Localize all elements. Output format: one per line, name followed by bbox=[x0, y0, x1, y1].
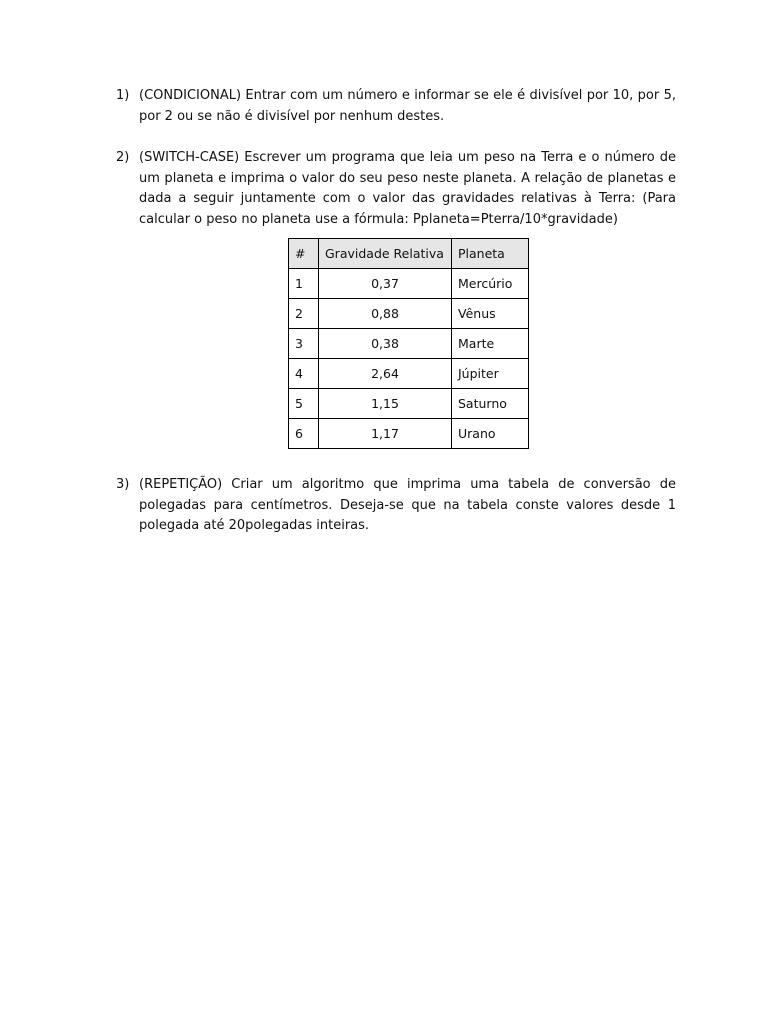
cell-gravity: 1,15 bbox=[319, 389, 452, 419]
question-text: (REPETIÇÃO) Criar um algoritmo que imprima uma tabela de conversão de polegadas para centímetros. Deseja-se que na tabela conste valores desde 1 polegada até 20polegadas inteiras. bbox=[139, 477, 676, 533]
cell-index: 3 bbox=[289, 329, 319, 359]
question-text: (CONDICIONAL) Entrar com um número e informar se ele é divisível por 10, por 5, por 2 ou se não é divisível por nenhum destes. bbox=[139, 88, 676, 124]
table-row bbox=[289, 299, 529, 329]
question-number: 2) bbox=[116, 150, 130, 165]
header-planet: Planeta bbox=[452, 239, 529, 269]
cell-index: 5 bbox=[289, 389, 319, 419]
table-row bbox=[289, 359, 529, 389]
table-row bbox=[289, 269, 529, 299]
cell-planet: Urano bbox=[452, 419, 529, 449]
question-3 bbox=[116, 475, 676, 537]
table-row bbox=[289, 389, 529, 419]
table-row bbox=[289, 419, 529, 449]
cell-index: 1 bbox=[289, 269, 319, 299]
cell-gravity: 2,64 bbox=[319, 359, 452, 389]
question-number: 3) bbox=[116, 477, 130, 492]
header-gravity: Gravidade Relativa bbox=[319, 239, 452, 269]
cell-planet: Marte bbox=[452, 329, 529, 359]
question-number: 1) bbox=[116, 88, 130, 103]
cell-gravity: 0,37 bbox=[319, 269, 452, 299]
cell-gravity: 0,88 bbox=[319, 299, 452, 329]
cell-gravity: 1,17 bbox=[319, 419, 452, 449]
cell-index: 2 bbox=[289, 299, 319, 329]
question-2 bbox=[116, 148, 676, 230]
cell-planet: Vênus bbox=[452, 299, 529, 329]
table-row bbox=[289, 329, 529, 359]
cell-index: 6 bbox=[289, 419, 319, 449]
question-text: (SWITCH-CASE) Escrever um programa que leia um peso na Terra e o número de um planeta e imprima o valor do seu peso neste planeta. A relação de planetas e dada a seguir juntamente com o valor das gravidades relativas à Terra: (Para calcular o peso no planeta use a fórmula: Pplaneta=Pterra/10*gravidade) bbox=[139, 150, 676, 227]
cell-planet: Saturno bbox=[452, 389, 529, 419]
planet-gravity-table bbox=[288, 238, 529, 449]
cell-gravity: 0,38 bbox=[319, 329, 452, 359]
cell-planet: Mercúrio bbox=[452, 269, 529, 299]
table-header-row bbox=[289, 239, 529, 269]
question-1 bbox=[116, 86, 676, 127]
cell-index: 4 bbox=[289, 359, 319, 389]
header-index: # bbox=[289, 239, 319, 269]
cell-planet: Júpiter bbox=[452, 359, 529, 389]
